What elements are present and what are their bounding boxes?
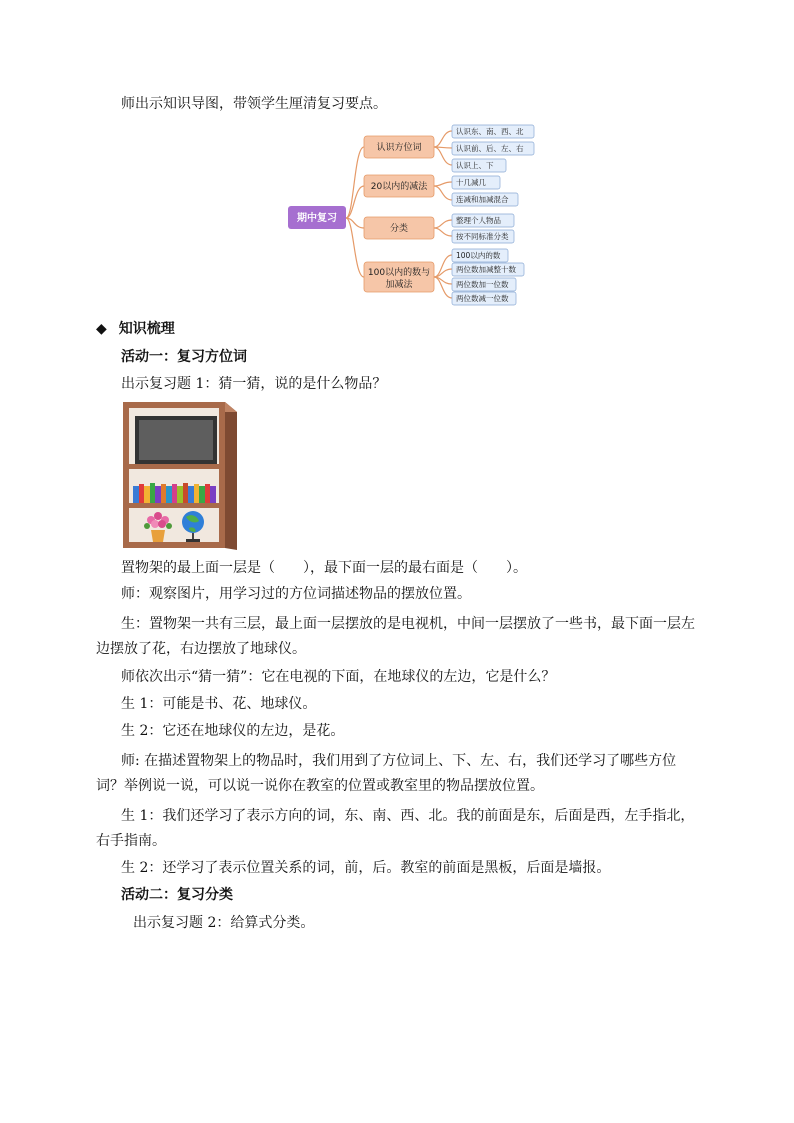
branch-label-line2: 加减法 bbox=[385, 280, 413, 290]
branch-label-line1: 100以内的数与 bbox=[367, 268, 431, 278]
diamond-bullet-icon: ◆ bbox=[96, 321, 107, 337]
leaf-label: 认识上、下 bbox=[456, 161, 494, 170]
branch-label: 认识方位词 bbox=[376, 143, 422, 153]
branch-numbers-within-100 bbox=[364, 262, 434, 292]
shelf-board-upper bbox=[129, 464, 219, 469]
books-icon bbox=[133, 483, 216, 503]
student-2-answer-a: 生 2：它还在地球仪的左边，是花。 bbox=[121, 723, 345, 739]
activity-two-title: 活动二：复习分类 bbox=[121, 887, 233, 903]
leaf-label: 认识东、南、西、北 bbox=[456, 127, 524, 136]
leaf-label: 整理个人物品 bbox=[456, 216, 501, 225]
leaf-label: 两位数加减整十数 bbox=[456, 265, 516, 274]
branch-label: 分类 bbox=[389, 224, 409, 234]
leaf-label: 两位数加一位数 bbox=[456, 280, 509, 289]
leaf-label: 连减和加减混合 bbox=[456, 195, 509, 204]
mind-map-root bbox=[288, 206, 346, 229]
shelf-board-lower bbox=[129, 503, 219, 508]
section-title: 知识梳理 bbox=[118, 321, 175, 337]
leaf-label: 十几减几 bbox=[456, 178, 486, 187]
section-heading bbox=[96, 319, 175, 339]
branch-direction-words bbox=[364, 136, 434, 158]
student-2-answer-b: 生 2：还学习了表示位置关系的词，前，后。教室的前面是黑板，后面是墙报。 bbox=[121, 860, 611, 876]
shelf-illustration bbox=[121, 400, 241, 552]
root-label: 期中复习 bbox=[297, 213, 337, 224]
student-answer-1: 生：置物架一共有三层，最上面一层摆放的是电视机，中间一层摆放了一些书，最下面一层左边摆放了花，右边摆放了地球仪。 bbox=[96, 616, 695, 657]
leaf-label: 按不同标准分类 bbox=[456, 232, 509, 241]
leaf-label: 认识前、后、左、右 bbox=[456, 144, 524, 153]
student-1-answer-b: 生 1：我们还学习了表示方向的词，东、南、西、北。我的前面是东，后面是西，左手指北，右手指南。 bbox=[96, 808, 695, 849]
tv-icon bbox=[135, 416, 217, 464]
leaf-nodes bbox=[452, 125, 534, 305]
activity-one-title: 活动一：复习方位词 bbox=[121, 349, 247, 365]
teacher-prompt-1: 师：观察图片，用学习过的方位词描述物品的摆放位置。 bbox=[121, 586, 471, 602]
teacher-prompt-3: 师: 在描述置物架上的物品时，我们用到了方位词上、下、左、右，我们还学习了哪些方位词？举例说一说，可以说一说你在教室的位置或教室里的物品摆放位置。 bbox=[96, 753, 677, 794]
question-one: 出示复习题 1：猜一猜，说的是什么物品？ bbox=[121, 376, 387, 392]
student-1-answer-a: 生 1：可能是书、花、地球仪。 bbox=[121, 696, 317, 712]
leaf-label: 100以内的数 bbox=[456, 251, 501, 260]
shelf-side-panel bbox=[225, 402, 237, 550]
leaf-label: 两位数减一位数 bbox=[456, 294, 509, 303]
question-one-blanks: 置物架的最上面一层是（ ），最下面一层的最右面是（ ）。 bbox=[121, 560, 527, 576]
intro-paragraph: 师出示知识导图，带领学生厘清复习要点。 bbox=[121, 96, 387, 112]
knowledge-mind-map bbox=[280, 120, 540, 310]
question-two: 出示复习题 2：给算式分类。 bbox=[133, 915, 315, 931]
branch-classification bbox=[364, 217, 434, 239]
branch-label: 20以内的减法 bbox=[370, 182, 428, 192]
teacher-prompt-2: 师依次出示“猜一猜”：它在电视的下面，在地球仪的左边，它是什么？ bbox=[121, 669, 556, 685]
branch-subtraction-within-20 bbox=[364, 175, 434, 197]
